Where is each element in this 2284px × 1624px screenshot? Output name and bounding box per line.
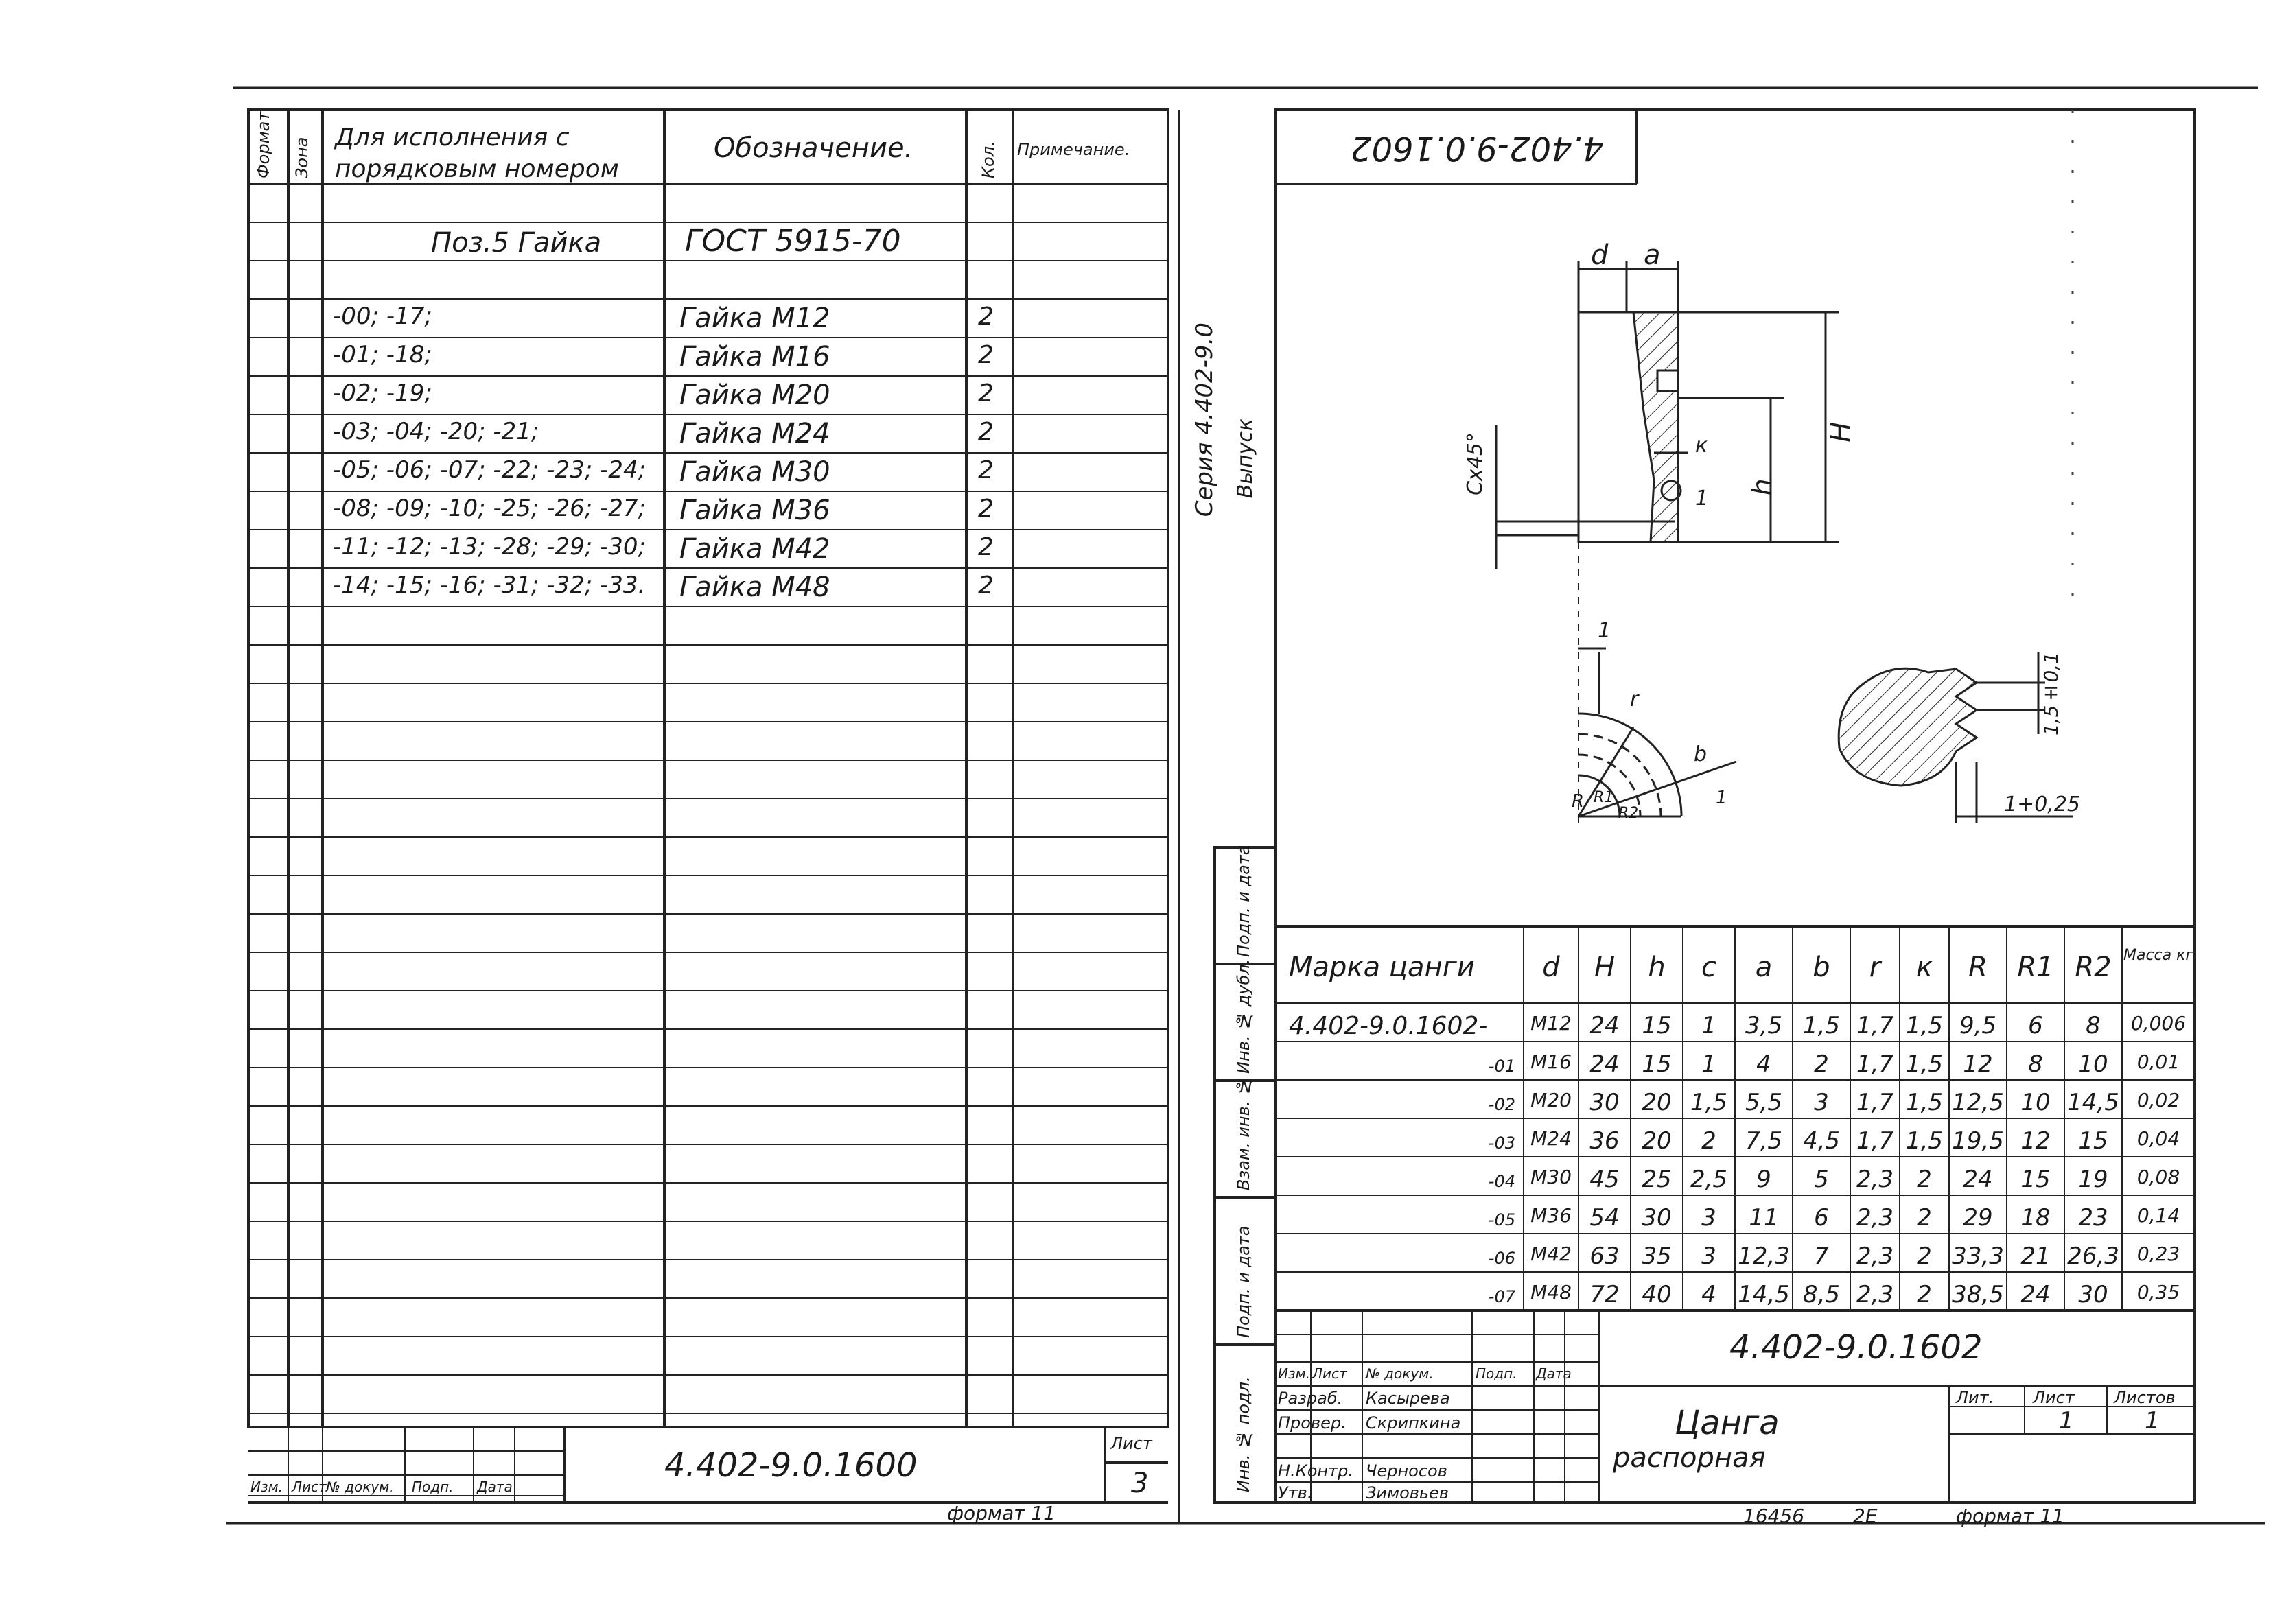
table-header-cell: H: [1594, 952, 1616, 983]
issue-label: Выпуск: [1233, 419, 1257, 499]
table-cell: 4: [1756, 1050, 1771, 1078]
table-cell: 30: [1589, 1089, 1620, 1116]
table-cell: 18: [2020, 1204, 2051, 1232]
table-cell: 40: [1642, 1281, 1672, 1308]
col-designation-header: Обозначение.: [714, 132, 913, 164]
table-cell: М42: [1530, 1243, 1572, 1265]
spec-row-qty: 2: [978, 418, 994, 446]
stamp-role: Н.Контр.: [1278, 1461, 1353, 1481]
detail-mark: 1: [1695, 486, 1709, 510]
table-cell: 6: [2028, 1012, 2043, 1039]
spec-row-designation: Гайка М30: [679, 456, 830, 488]
spec-row-variants: -01; -18;: [333, 341, 432, 368]
dim-R: R: [1572, 791, 1585, 812]
table-cell: 10: [2078, 1050, 2108, 1078]
table-cell: 0,01: [2136, 1050, 2180, 1073]
table-cell: 5,5: [1745, 1089, 1783, 1116]
table-cell: 26,3: [2067, 1243, 2119, 1270]
table-row-mark: -06: [1488, 1249, 1515, 1268]
spec-row-designation: Гайка М42: [679, 533, 830, 565]
right-stamp-col-label: Подп.: [1476, 1365, 1517, 1382]
side-label-dup-inv: Инв. № дубл.: [1234, 958, 1253, 1074]
left-sheet-number: 3: [1131, 1468, 1149, 1499]
dim-h: h: [1747, 478, 1779, 496]
table-cell: 2: [1701, 1127, 1716, 1155]
dim-d: d: [1591, 239, 1609, 271]
section-standard: ГОСТ 5915-70: [685, 224, 901, 259]
spec-row-designation: Гайка М16: [679, 341, 830, 373]
table-cell: 20: [1642, 1127, 1672, 1155]
table-cell: 15: [1642, 1012, 1672, 1039]
archive-number: 16456: [1743, 1505, 1805, 1527]
table-cell: 4,5: [1802, 1127, 1841, 1155]
spec-row-designation: Гайка М48: [679, 572, 830, 603]
left-format-label: формат 11: [947, 1502, 1056, 1525]
table-row-mark: -01: [1488, 1057, 1515, 1076]
table-cell: 2,3: [1856, 1204, 1894, 1232]
spec-row-qty: 2: [978, 572, 994, 600]
table-cell: М20: [1530, 1089, 1572, 1111]
sheet-label: Лист: [2033, 1388, 2075, 1407]
table-header-cell: h: [1648, 952, 1666, 983]
table-cell: 7,5: [1745, 1127, 1783, 1155]
col-qty-header: Кол.: [979, 141, 998, 178]
table-cell: 3: [1701, 1204, 1716, 1232]
right-format-label: формат 11: [1956, 1505, 2064, 1527]
table-header-cell: R: [1968, 952, 1988, 983]
table-cell: 0,35: [2136, 1281, 2180, 1304]
table-cell: 2: [1814, 1050, 1829, 1078]
dim-R1: R1: [1594, 789, 1614, 806]
table-row-mark: -03: [1488, 1133, 1515, 1153]
right-stamp-col-label: Лист: [1312, 1365, 1347, 1382]
table-cell: 19,5: [1952, 1127, 2004, 1155]
table-cell: 2: [1917, 1166, 1932, 1193]
dim-R2: R2: [1618, 805, 1639, 822]
table-cell: 2: [1917, 1204, 1932, 1232]
stamp-name: Черносов: [1366, 1461, 1447, 1481]
table-cell: М30: [1530, 1166, 1572, 1188]
table-cell: 29: [1963, 1204, 1993, 1232]
table-cell: 1,5: [1690, 1089, 1728, 1116]
dim-one-top: 1: [1598, 619, 1611, 643]
table-cell: 38,5: [1952, 1281, 2004, 1308]
stamp-role: Провер.: [1278, 1413, 1347, 1433]
left-stamp-col-label: Дата: [477, 1479, 513, 1495]
side-label-sign-date-top: Подп. и дата: [1234, 845, 1253, 957]
table-cell: 72: [1589, 1281, 1620, 1308]
table-cell: 3: [1814, 1089, 1829, 1116]
table-cell: 33,3: [1952, 1243, 2004, 1270]
left-stamp-col-label: Изм.: [250, 1479, 283, 1495]
sheets-count: 1: [2145, 1407, 2160, 1435]
table-cell: 12,3: [1738, 1243, 1790, 1270]
lit-label: Лит.: [1956, 1388, 1994, 1407]
table-cell: 8: [2086, 1012, 2101, 1039]
left-stamp-col-label: № докум.: [326, 1479, 394, 1495]
table-header-cell: b: [1813, 952, 1830, 983]
table-header-cell: R1: [2017, 952, 2054, 983]
table-cell: 2: [1917, 1281, 1932, 1308]
table-cell: 24: [1963, 1166, 1993, 1193]
table-cell: 1,5: [1905, 1127, 1944, 1155]
table-header-cell: c: [1701, 952, 1716, 983]
table-cell: 45: [1589, 1166, 1620, 1193]
side-label-replaced-inv: Взам. инв. №: [1234, 1076, 1253, 1190]
table-cell: 8,5: [1802, 1281, 1841, 1308]
table-cell: 35: [1642, 1243, 1672, 1270]
dim-k: к: [1695, 434, 1708, 458]
spec-row-variants: -14; -15; -16; -31; -32; -33.: [333, 572, 646, 599]
table-header-cell: к: [1915, 952, 1933, 983]
table-cell: 24: [1589, 1050, 1620, 1078]
col-note-header: Примечание.: [1017, 140, 1130, 159]
table-cell: 11: [1749, 1204, 1779, 1232]
right-stamp-col-label: Дата: [1536, 1365, 1572, 1382]
table-cell: 3: [1701, 1243, 1716, 1270]
spec-row-variants: -05; -06; -07; -22; -23; -24;: [333, 456, 646, 484]
table-cell: 14,5: [1738, 1281, 1790, 1308]
table-cell: М24: [1530, 1127, 1572, 1150]
table-cell: 15: [1642, 1050, 1672, 1078]
dim-thread-height: 1,5±0,1: [2040, 652, 2062, 736]
table-row-mark: -04: [1488, 1172, 1515, 1191]
dim-thread-pitch: 1+0,25: [2004, 792, 2081, 816]
table-cell: 9,5: [1959, 1012, 1997, 1039]
table-cell: 10: [2020, 1089, 2051, 1116]
left-sheet-label: Лист: [1110, 1434, 1152, 1453]
table-cell: М12: [1530, 1012, 1572, 1035]
table-cell: 21: [2020, 1243, 2051, 1270]
table-cell: 1,7: [1856, 1012, 1894, 1039]
stamp-name: Касырева: [1366, 1389, 1450, 1408]
table-cell: М36: [1530, 1204, 1572, 1227]
table-cell: 2,3: [1856, 1243, 1894, 1270]
table-cell: 2,3: [1856, 1166, 1894, 1193]
stamp-name: Зимовьев: [1366, 1483, 1449, 1503]
sheets-label: Листов: [2114, 1388, 2176, 1407]
table-cell: 0,08: [2136, 1166, 2180, 1188]
side-label-original-inv: Инв. № подл.: [1234, 1376, 1253, 1492]
table-cell: 1: [1701, 1012, 1716, 1039]
table-cell: 2,3: [1856, 1281, 1894, 1308]
spec-row-qty: 2: [978, 456, 994, 484]
table-header-cell: R2: [2075, 952, 2112, 983]
spec-row-variants: -03; -04; -20; -21;: [333, 418, 539, 445]
table-cell: 1,7: [1856, 1050, 1894, 1078]
table-cell: 63: [1589, 1243, 1620, 1270]
table-cell: 1,5: [1905, 1089, 1944, 1116]
table-cell: 14,5: [2067, 1089, 2119, 1116]
spec-row-designation: Гайка М24: [679, 418, 830, 449]
spec-row-designation: Гайка М36: [679, 495, 830, 526]
spec-row-qty: 2: [978, 303, 994, 331]
spec-row-qty: 2: [978, 341, 994, 369]
spec-row-variants: -11; -12; -13; -28; -29; -30;: [333, 533, 646, 561]
table-cell: М16: [1530, 1050, 1572, 1073]
table-cell: 12,5: [1952, 1089, 2004, 1116]
spec-row-variants: -00; -17;: [333, 303, 432, 330]
table-cell: 5: [1814, 1166, 1829, 1193]
table-cell: 19: [2078, 1166, 2108, 1193]
table-cell: 6: [1814, 1204, 1829, 1232]
table-cell: 0,23: [2136, 1243, 2180, 1265]
left-doc-number: 4.402-9.0.1600: [664, 1446, 918, 1485]
table-cell: 1: [1701, 1050, 1716, 1078]
dim-r: r: [1630, 687, 1639, 711]
table-cell: 1,5: [1905, 1012, 1944, 1039]
series-label: Серия 4.402-9.0: [1191, 322, 1218, 517]
table-cell: 4: [1701, 1281, 1716, 1308]
spec-row-qty: 2: [978, 379, 994, 408]
table-header-cell: d: [1542, 952, 1560, 983]
table-cell: 36: [1589, 1127, 1620, 1155]
table-cell: 2,5: [1690, 1166, 1728, 1193]
table-cell: 24: [1589, 1012, 1620, 1039]
section-view: [1496, 261, 1839, 823]
table-cell: 1,5: [1802, 1012, 1841, 1039]
table-cell: 20: [1642, 1089, 1672, 1116]
dim-b: b: [1694, 742, 1708, 766]
side-label-sign-date-bottom: Подп. и дата: [1234, 1225, 1253, 1338]
table-row-mark: -02: [1488, 1095, 1515, 1114]
spec-row-designation: Гайка М20: [679, 379, 830, 411]
table-cell: 30: [1642, 1204, 1672, 1232]
spec-row-variants: -08; -09; -10; -25; -26; -27;: [333, 495, 646, 522]
spec-row-designation: Гайка М12: [679, 303, 830, 334]
table-cell: 1,7: [1856, 1089, 1894, 1116]
sheet-number: 1: [2059, 1407, 2074, 1435]
top-code: 4.402-9.0.1602: [1351, 129, 1604, 167]
dim-chamfer: Сх45°: [1463, 432, 1487, 495]
table-cell: 0,006: [2130, 1012, 2187, 1035]
table-row-mark: -07: [1488, 1287, 1515, 1306]
table-cell: 1,5: [1905, 1050, 1944, 1078]
left-stamp-col-label: Подп.: [412, 1479, 454, 1495]
table-row-mark: -05: [1488, 1210, 1515, 1229]
stamp-name: Скрипкина: [1366, 1413, 1461, 1433]
table-cell: 25: [1642, 1166, 1672, 1193]
stamp-role: Утв.: [1278, 1483, 1313, 1503]
col-zone-header: Зона: [292, 137, 312, 178]
table-cell: 1,7: [1856, 1127, 1894, 1155]
table-header-cell: Масса кг: [2123, 947, 2193, 964]
table-header-cell: a: [1755, 952, 1773, 983]
spec-row-qty: 2: [978, 495, 994, 523]
col-variants-header: Для исполнения с порядковым номером: [335, 123, 619, 183]
table-cell: 7: [1814, 1243, 1829, 1270]
table-cell: 8: [2028, 1050, 2043, 1078]
table-cell: М48: [1530, 1281, 1572, 1304]
table-cell: 2: [1917, 1243, 1932, 1270]
dim-one-bottom: 1: [1716, 788, 1727, 808]
table-cell: 24: [2020, 1281, 2051, 1308]
table-cell: 0,04: [2136, 1127, 2180, 1150]
table-cell: 0,02: [2136, 1089, 2180, 1111]
dim-H: H: [1826, 421, 1858, 443]
table-cell: 30: [2078, 1281, 2108, 1308]
title-line2: распорная: [1613, 1442, 1766, 1474]
table-cell: 3,5: [1745, 1012, 1783, 1039]
title-line1: Цанга: [1675, 1404, 1780, 1442]
table-cell: 12: [1963, 1050, 1993, 1078]
table-row-mark: 4.402-9.0.1602-: [1289, 1012, 1488, 1040]
stamp-role: Разраб.: [1278, 1389, 1343, 1408]
table-cell: 15: [2078, 1127, 2108, 1155]
table-header-cell: r: [1869, 952, 1881, 983]
right-stamp-col-label: № докум.: [1366, 1365, 1434, 1382]
spec-row-qty: 2: [978, 533, 994, 561]
dim-a: a: [1644, 239, 1661, 271]
table-cell: 15: [2020, 1166, 2051, 1193]
col-format-header: Формат: [254, 111, 273, 178]
section-title: Поз.5 Гайка: [431, 227, 602, 259]
table-cell: 23: [2078, 1204, 2108, 1232]
table-cell: 0,14: [2136, 1204, 2180, 1227]
left-stamp-col-label: Лист: [292, 1479, 327, 1495]
spec-row-variants: -02; -19;: [333, 379, 432, 407]
table-cell: 9: [1756, 1166, 1771, 1193]
table-header-cell: Марка цанги: [1289, 952, 1475, 983]
archive-suffix: 2Е: [1853, 1505, 1878, 1527]
right-stamp-col-label: Изм.: [1278, 1365, 1311, 1382]
right-doc-number: 4.402-9.0.1602: [1729, 1328, 1983, 1367]
table-cell: 54: [1589, 1204, 1620, 1232]
table-cell: 12: [2020, 1127, 2051, 1155]
